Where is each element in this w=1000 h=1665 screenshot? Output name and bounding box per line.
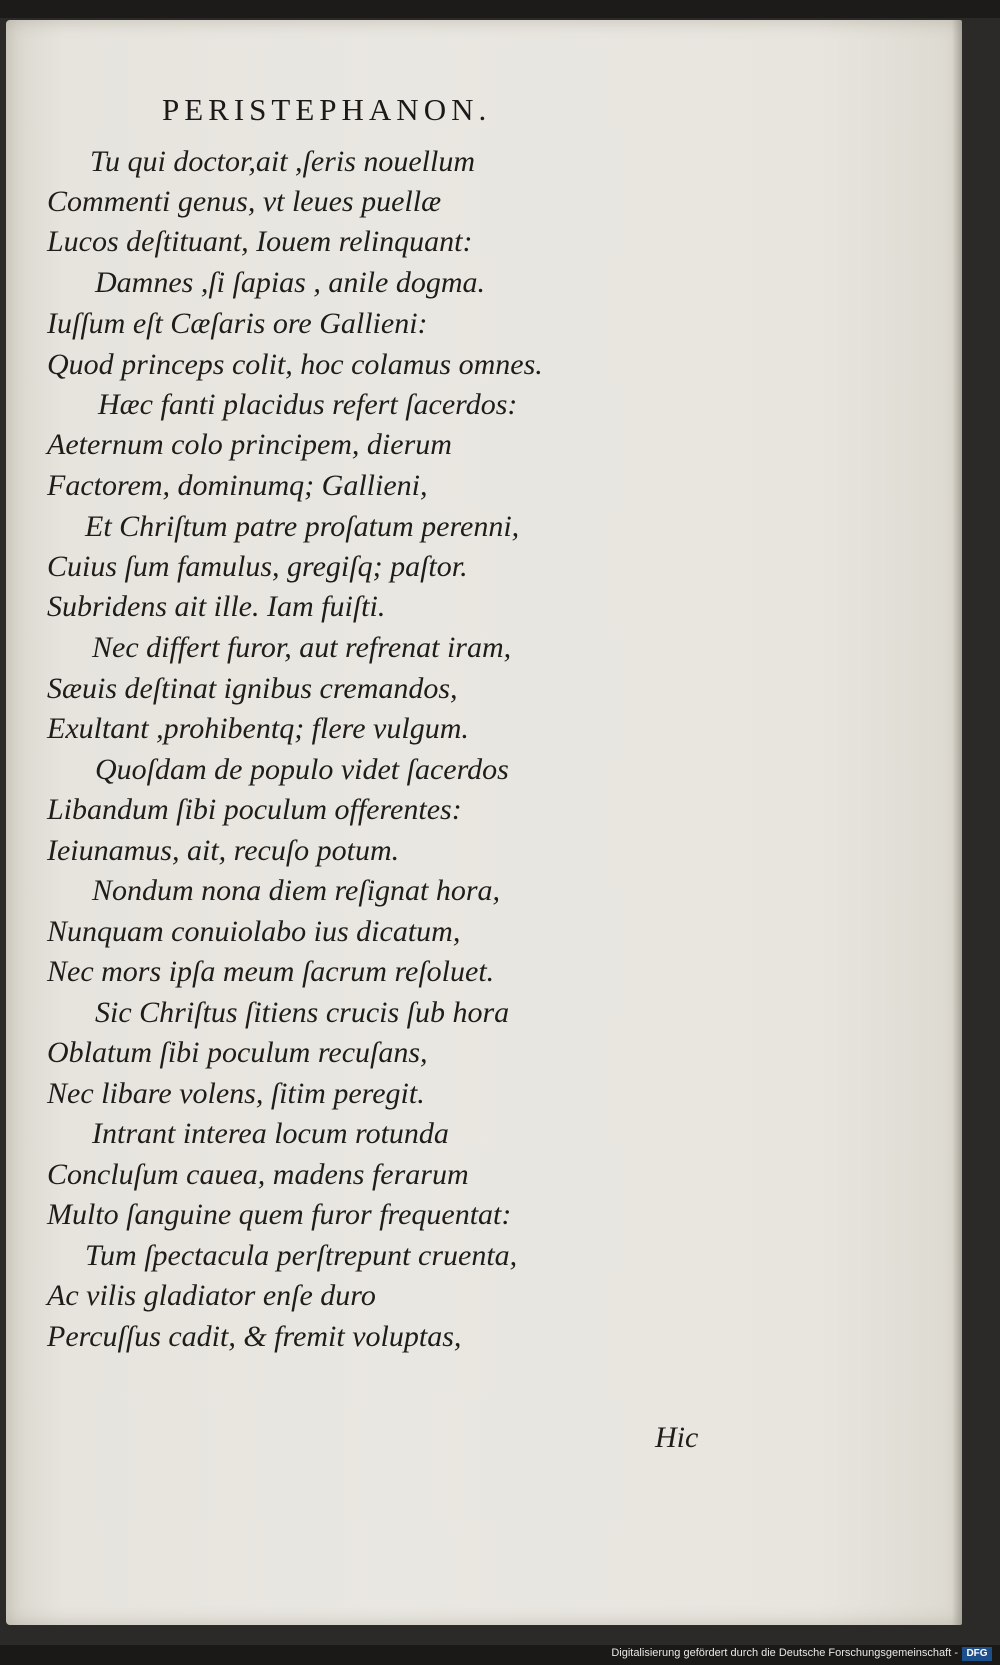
verse-line: Concluſum cauea, madens ferarum <box>47 1158 469 1191</box>
verse-line: Tu qui doctor,ait ,ſeris nouellum <box>90 145 476 178</box>
verse-line: Ac vilis gladiator enſe duro <box>47 1279 376 1312</box>
verse-line: Damnes ,ſi ſapias , anile dogma. <box>95 266 485 299</box>
verse-line: Commenti genus, vt leues puellæ <box>47 185 442 218</box>
verse-line: Exultant ,prohibentq; flere vulgum. <box>47 712 469 745</box>
verse-line: Nunquam conuiolabo ius dicatum, <box>47 915 461 948</box>
verse-line: Subridens ait ille. Iam fuiſti. <box>47 590 386 623</box>
scan-top-border <box>0 0 1000 18</box>
verse-line: Iuſſum eſt Cæſaris ore Gallieni: <box>47 307 428 340</box>
verse-line: Hæc fanti placidus refert ſacerdos: <box>98 388 518 421</box>
verse-line: Ieiunamus, ait, recuſo potum. <box>47 834 400 867</box>
verse-line: Intrant interea locum rotunda <box>92 1117 449 1150</box>
verse-line: Lucos deſtituant, Iouem relinquant: <box>47 225 473 258</box>
catchword: Hic <box>655 1421 699 1454</box>
running-head: PERISTEPHANON. <box>162 92 492 127</box>
verse-line: Nec mors ipſa meum ſacrum reſoluet. <box>47 955 495 988</box>
verse-line: Quod princeps colit, hoc colamus omnes. <box>47 348 543 381</box>
dfg-logo[interactable]: DFG <box>962 1647 992 1661</box>
verse-line: Libandum ſibi poculum offerentes: <box>47 793 462 826</box>
verse-line: Quoſdam de populo videt ſacerdos <box>95 753 509 786</box>
verse-line: Aeternum colo principem, dierum <box>47 428 452 461</box>
page-edge-shadow <box>952 20 962 1625</box>
verse-line: Percuſſus cadit, & fremit voluptas, <box>47 1320 462 1353</box>
verse-line: Oblatum ſibi poculum recuſans, <box>47 1036 428 1069</box>
verse-line: Sæuis deſtinat ignibus cremandos, <box>47 672 458 705</box>
verse-line: Nondum nona diem reſignat hora, <box>92 874 501 907</box>
verse-line: Et Chriſtum patre proſatum perenni, <box>85 510 520 543</box>
digitization-credit: Digitalisierung gefördert durch die Deutsche Forschungsgemeinschaft - <box>611 1647 958 1659</box>
verse-line: Multo ſanguine quem furor frequentat: <box>47 1198 512 1231</box>
verse-line: Tum ſpectacula perſtrepunt cruenta, <box>85 1239 518 1272</box>
verse-line: Sic Chriſtus ſitiens crucis ſub hora <box>95 996 510 1029</box>
verse-line: Nec libare volens, ſitim peregit. <box>47 1077 425 1110</box>
verse-line: Factorem, dominumq; Gallieni, <box>47 469 428 502</box>
verse-line: Nec differt furor, aut refrenat iram, <box>92 631 512 664</box>
verse-line: Cuius ſum famulus, gregiſq; paſtor. <box>47 550 468 583</box>
